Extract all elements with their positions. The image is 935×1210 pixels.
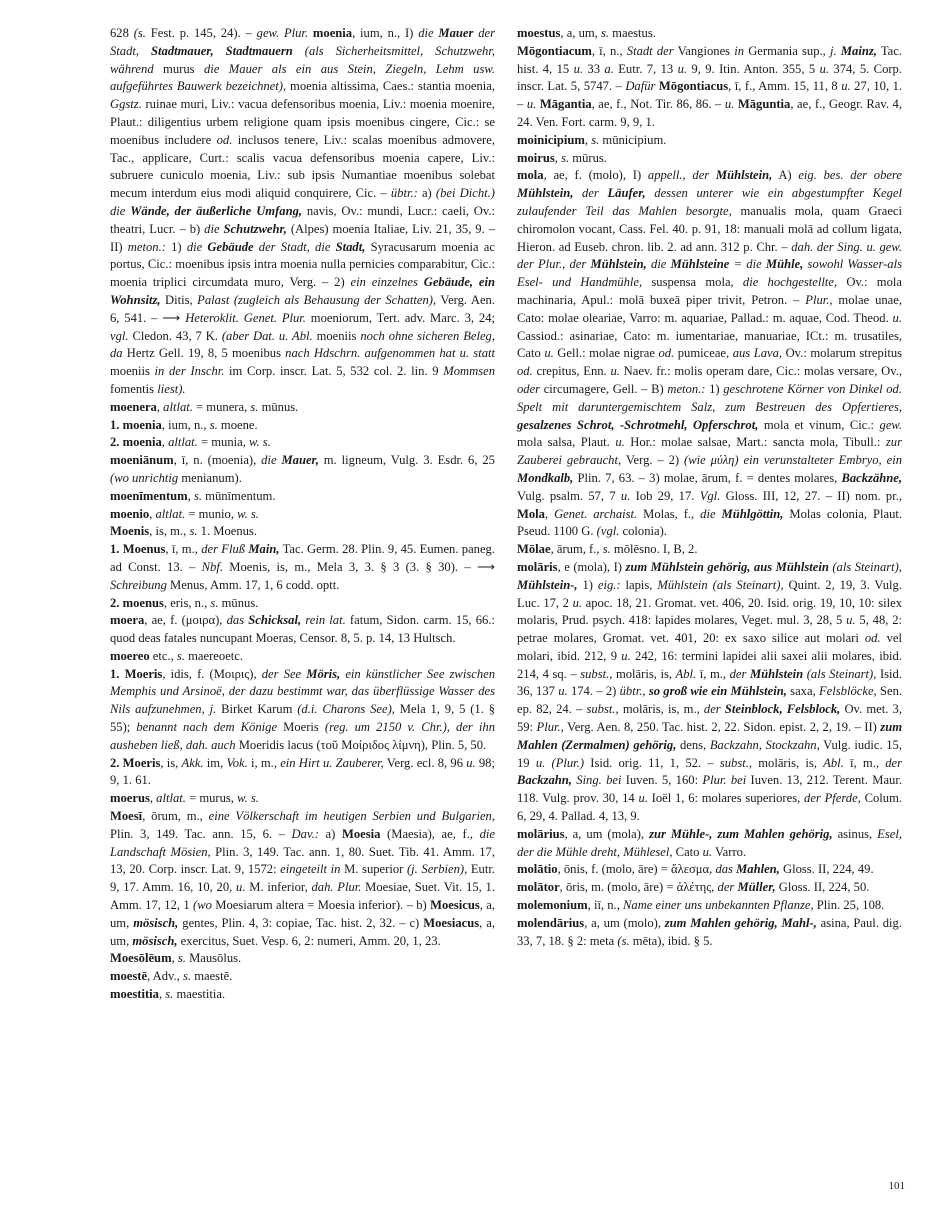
dictionary-entry: moinicipium, s. mūnicipium.	[517, 132, 667, 147]
dictionary-entry: 1. Moeris, idis, f. (Μοιρις), der See Möris, ein künstlicher See zwischen Memphis und Arsinoë, der dazu bestimmt war, das überflüssige Wasser des Nils aufzunehmen, j. Birket Karum (d.i. Charons See), Mela 1, 9, 5 (1. § 55); benannt nach dem Könige Moeris (reg. um 2150 v. Chr.), der ihn ausheben ließ, dah. auch Moeridis lacus (τοῦ Μοίριδος λίμνη), Plin. 5, 50.	[110, 666, 495, 752]
dictionary-entry: 628 (s. Fest. p. 145, 24). – gew. Plur. moenia, ium, n., I) die Mauer der Stadt, Stadtmauer, Stadtmauern (als Sicherheitsmittel, Schutzwehr, während murus die Mauer als ein aus Stein, Ziegeln, Lehm usw. aufgeführtes Bauwerk bezeichnet), moenia altissima, Caes.: stantia moenia, Ggstz. ruinae muri, Liv.: vacua defensoribus moenia, Liv.: moenia moenire, Plaut.: diligentius urbem religione quam ipsis moenibus cingere, Cic.: se moenibus includere od. inclusos tenere, Liv.: scalas moenibus admovere, Tac., applicare, Curt.: scalis vacua defensoribus moenia capere, Liv.: subruere cuniculo moenia, Liv.: sub ipsis Numantiae moenibus solebat mecum interdum eius modi aliquid conquirere, Cic. – übtr.: a) (bei Dicht.) die Wände, der äußerliche Umfang, navis, Ov.: mundi, Lucr.: caeli, Ov.: theatri, Lucr. – b) die Schutzwehr, (Alpes) moenia Italiae, Liv. 21, 35, 9. – II) meton.: 1) die Gebäude der Stadt, die Stadt, Syracusarum moenia ac portus, Cic.: moenibus ipsis intra moenia nulla pernicies comparabitur, Cic.: moenia triplici circumdata muro, Verg. – 2) ein einzelnes Gebäude, ein Wohnsitz, Ditis, Palast (zugleich als Behausung der Schatten), Verg. Aen. 6, 541. – ⟶ Heteroklit. Genet. Plur. moeniorum, Tert. adv. Marc. 3, 24; vgl. Cledon. 43, 7 K. (aber Dat. u. Abl. moeniis noch ohne sicheren Beleg, da Hertz Gell. 19, 8, 5 moenibus nach Hdschrn. aufgenommen hat u. statt moeniis in der Inschr. im Corp. inscr. Lat. 5, 532 col. 2. lin. 9 Mommsen fomentis liest).	[110, 26, 496, 396]
dictionary-entry: moestē, Adv., s. maestē.	[110, 969, 233, 984]
dictionary-entry: 2. moenia, altlat. = munia, w. s.	[110, 435, 271, 450]
dictionary-entry: moestitia, s. maestitia.	[110, 987, 226, 1002]
dictionary-entry: molātor, ōris, m. (molo, āre) = ἀλέτης, der Müller, Gloss. II, 224, 50.	[517, 880, 870, 895]
dictionary-entry: moera, ae, f. (μοιρα), das Schicksal, rein lat. fatum, Sidon. carm. 15, 66.: quod deas fatales nuncupant Moeras, Censor. 8, 5. p. 14, 13 Hultsch.	[110, 613, 495, 646]
dictionary-entry: molāris, e (mola), I) zum Mühlstein gehörig, aus Mühlstein (als Steinart), Mühlstein-, 1) eig.: lapis, Mühlstein (als Steinart), Quint. 2, 19, 3. Vulg. Luc. 17, 2 u. apoc. 18, 21. Gromat. vet. 406, 20. Isid. orig. 19, 10, 10: silex molaris, Prud. psych. 418: lapides molares, Veget. mul. 3, 28, 5 u. 5, 48, 2: petrae molares, Gromat. vet. 401, 20: ex saxo silice aut molari od. vel molari, ibid. 212, 9 u. 242, 16: termini lapidei alii saxei alii molares, ibid. 214, 4 sq. – subst., molāris, is, Abl. ī, m., der Mühlstein (als Steinart), Isid. 36, 137 u. 174. – 2) übtr., so groß wie ein Mühlstein, saxa, Felsblöcke, Sen. ep. 82, 24. – subst., molāris, is, m., der Steinblock, Felsblock, Ov. met. 3, 59: Plur., Verg. Aen. 8, 250. Tac. hist. 2, 22. Sidon. epist. 2, 2, 19. – II) zum Mahlen (Zermalmen) gehörig, dens, Backzahn, Stockzahn, Vulg. iudic. 15, 19 u. (Plur.) Isid. orig. 11, 1, 52. – subst., molāris, is, Abl. ī, m., der Backzahn, Sing. bei Iuven. 5, 160: Plur. bei Iuven. 13, 212. Terent. Maur. 118. Vulg. prov. 30, 14 u. Ioël 1, 6: molares superiores, der Pferde, Colum. 6, 29, 4. Pallad. 4, 13, 9.	[517, 559, 903, 824]
dictionary-entry: Mōgontiacum, ī, n., Stadt der Vangiones in Germania sup., j. Mainz, Tac. hist. 4, 15 u. 33 a. Eutr. 7, 13 u. 9, 9. Itin. Anton. 355, 5 u. 374, 5. Corp. inscr. Lat. 5, 5747. – Dafür Mōgontiacus, ī, f., Amm. 15, 11, 8 u. 27, 10, 1. – u. Māgantia, ae, f., Not. Tir. 86, 86. – u. Māguntia, ae, f., Geogr. Rav. 4, 24. Ven. Fort. carm. 9, 9, 1.	[517, 43, 903, 129]
dictionary-entry: moestus, a, um, s. maestus.	[517, 26, 656, 40]
dictionary-entry: moenio, altlat. = munio, w. s.	[110, 506, 259, 521]
dictionary-entry: Mōlae, ārum, f., s. mōlēsno. I, B, 2.	[517, 542, 698, 557]
dictionary-entry: moeniānum, ī, n. (moenia), die Mauer, m. ligneum, Vulg. 3. Esdr. 6, 25 (wo unrichtig menianum).	[110, 453, 495, 485]
page-number: 101	[888, 1180, 905, 1192]
dictionary-entry: moenera, altlat. = munera, s. mūnus.	[110, 399, 299, 414]
right-column	[517, 25, 902, 950]
dictionary-entry: 1. Moenus, ī, m., der Fluß Main, Tac. Germ. 28. Plin. 9, 45. Eumen. paneg. ad Const. 13. – Nbf. Moenis, is, m., Mela 3, 3. § 3 (3. § 30). – ⟶ Schreibung Menus, Amm. 17, 1, 6 codd. optt.	[110, 542, 495, 592]
dictionary-entry: 2. Moeris, is, Akk. im, Vok. i, m., ein Hirt u. Zauberer, Verg. ecl. 8, 96 u. 98; 9, 1. 61.	[110, 755, 495, 788]
dictionary-entry: Moesī, ōrum, m., eine Völkerschaft im heutigen Serbien und Bulgarien, Plin. 3, 149. Tac. ann. 15, 6. – Dav.: a) Moesia (Maesia), ae, f., die Landschaft Mösien, Plin. 3, 149. Tac. ann. 1, 80. Suet. Tib. 41. Amm. 17, 13, 20. Corp. inscr. Lat. 9, 1572: eingeteilt in M. superior (j. Serbien), Eutr. 9, 17. Amm. 16, 10, 20, u. M. inferior, dah. Plur. Moesiae, Suet. Vit. 15, 1. Amm. 17, 12, 1 (wo Moesiarum altera = Moesia inferior). – b) Moesicus, a, um, mösisch, gentes, Plin. 4, 3: copiae, Tac. hist. 2, 32. – c) Moesiacus, a, um, mösisch, exercitus, Suet. Vesp. 6, 2: numeri, Amm. 20, 1, 23.	[110, 809, 496, 948]
dictionary-entry: Moesōlēum, s. Mausōlus.	[110, 951, 242, 966]
dictionary-entry: moenīmentum, s. mūnīmentum.	[110, 488, 276, 503]
dictionary-entry: moerus, altlat. = murus, w. s.	[110, 791, 259, 806]
dictionary-entry: molātio, ōnis, f. (molo, āre) = ἄλεσμα, das Mahlen, Gloss. II, 224, 49.	[517, 862, 874, 877]
dictionary-entry: molemonium, iī, n., Name einer uns unbekannten Pflanze, Plin. 25, 108.	[517, 898, 885, 913]
left-column	[110, 25, 495, 1004]
dictionary-entry: moereo etc., s. maereoetc.	[110, 648, 244, 663]
dictionary-entry: moirus, s. mūrus.	[517, 150, 607, 165]
dictionary-entry: molendārius, a, um (molo), zum Mahlen gehörig, Mahl-, asina, Paul. dig. 33, 7, 18. § 2: meta (s. mēta), ibid. § 5.	[517, 915, 902, 948]
dictionary-entry: molārius, a, um (mola), zur Mühle-, zum Mahlen gehörig, asinus, Esel, der die Mühle dreht, Mühlesel, Cato u. Varro.	[517, 826, 902, 859]
dictionary-entry: mola, ae, f. (molo), I) appell., der Mühlstein, A) eig. bes. der obere Mühlstein, der Läufer, dessen unterer wie ein abgestumpfter Kegel zulaufender Teil das Mahlen besorgte, manualis mola, quam Graeci chiromolon vocant, Cass. Fel. 40. p. 91, 18: manuali molā ad collum ligata, Hieron. ad Euseb. chron. lib. 2. ad ann. 312 p. Chr. – dah. der Sing. u. gew. der Plur., der Mühlstein, die Mühlsteine = die Mühle, sowohl Wasser-als Esel- und Handmühle, suspensa mola, die hochgestellte, Ov.: mola machinaria, Apul.: molā buxeā piper trivit, Petron. – Plur., molae unae, Cato: molae oleariae, Varro: m. aquariae, Pallad.: m. aquae, Cod. Theod. u. Cassiod.: asinariae, Cato: m. iumentariae, manuariae, ICt.: m. trusatiles, Cato u. Gell.: molae nigrae od. pumiceae, aus Lava, Ov.: molarum strepitus od. crepitus, Enn. u. Naev. fr.: molis operam dare, Cic.: molas versare, Ov., oder circumagere, Gell. – B) meton.: 1) geschrotene Körner von Dinkel od. Spelt mit daruntergemischtem Salz, zum Bestreuen des Opfertieres, gesalzenes Schrot, -Schrotmehl, Opferschrot, mola et vinum, Cic.: gew. mola salsa, Plaut. u. Hor.: molae salsae, Mart.: sancta mola, Tibull.: zur Zauberei gebraucht, Verg. – 2) (wie μύλη) ein verunstalteter Embryo, ein Mondkalb, Plin. 7, 63. – 3) molae, ārum, f. = dentes molares, Backzähne, Vulg. psalm. 57, 7 u. Iob 29, 17. Vgl. Gloss. III, 12, 27. – II) nom. pr., Mola, Genet. archaist. Molas, f., die Mühlgöttin, Molas colonia, Plaut. Pseud. 1100 G. (vgl. colonia).	[517, 168, 903, 539]
dictionary-entry: Moenis, is, m., s. 1. Moenus.	[110, 524, 257, 539]
dictionary-entry: 1. moenia, ium, n., s. moene.	[110, 417, 258, 432]
dictionary-entry: 2. moenus, eris, n., s. mūnus.	[110, 595, 259, 610]
